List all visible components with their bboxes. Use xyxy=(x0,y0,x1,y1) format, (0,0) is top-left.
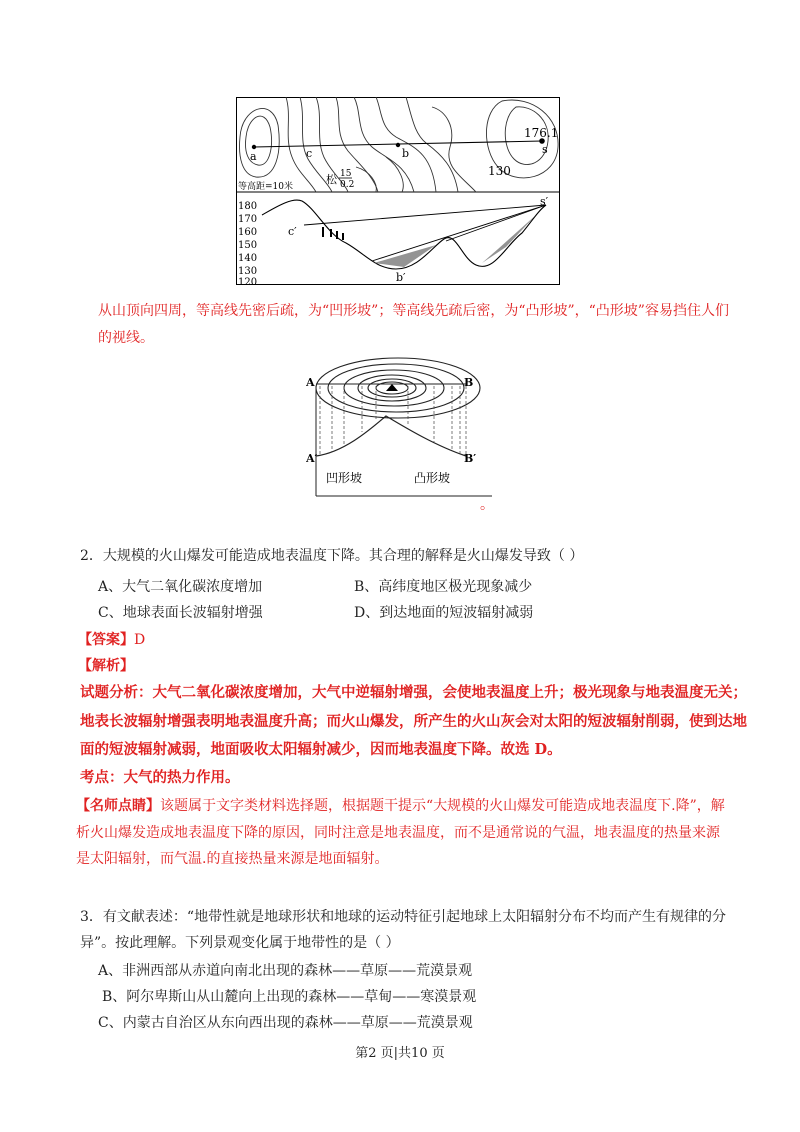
answer-value: D xyxy=(134,632,146,648)
analysis-line-3: 面的短波辐射减弱，地面吸收太阳辐射减少，因而地表温度下降。故选 D。 xyxy=(80,741,562,758)
q2-option-b: B、高纬度地区极光现象减少 xyxy=(354,579,533,595)
q2-option-c: C、地球表面长波辐射增强 xyxy=(98,605,263,621)
label-c: c xyxy=(306,147,313,160)
tip-line-2: 析火山爆发造成地表温度下降的原因，同时注意是地表温度，而不是通常说的气温，地表温度的热量来源 xyxy=(76,825,720,841)
q3-option-a: A、非洲西部从赤道向南北出现的森林——草原——荒漠景观 xyxy=(98,963,473,979)
slope-type-figure xyxy=(306,356,502,506)
y-tick: 150 xyxy=(238,240,258,251)
label-c-prime: c′ xyxy=(288,225,297,238)
label-b: b xyxy=(402,147,410,160)
label-B: B xyxy=(464,376,474,389)
answer-label: 【答案】 xyxy=(78,632,134,648)
label-B-prime: B′ xyxy=(464,452,477,465)
tip-label: 【名师点睛】 xyxy=(76,798,160,814)
y-tick: 170 xyxy=(238,214,258,225)
pine-symbol: 松 xyxy=(326,173,337,186)
y-tick: 130 xyxy=(238,266,258,277)
y-tick: 160 xyxy=(238,227,258,238)
contour-interval: 等高距=10米 xyxy=(238,182,293,192)
label-s-prime: s′ xyxy=(540,195,549,208)
slope-explanation: 从山顶向四周，等高线先密后疏，为“凹形坡”；等高线先疏后密，为“凸形坡”，“凸形坡”容易挡住人们的视线。 xyxy=(98,303,729,346)
tip-line-3: 是太阳辐射，而气温.的直接热量来源是地面辐射。 xyxy=(76,851,389,867)
answer-row xyxy=(78,630,145,650)
contour-profile-figure xyxy=(236,97,560,285)
q2-option-a: A、大气二氧化碳浓度增加 xyxy=(98,579,263,595)
page-footer: 第2 页|共10 页 xyxy=(355,1046,445,1061)
y-tick: 120 xyxy=(238,277,258,285)
pine-numerator: 15 xyxy=(340,169,352,179)
contour-130: 130 xyxy=(488,164,511,178)
peak-elevation: 176.1 xyxy=(524,126,559,140)
y-tick: 180 xyxy=(238,201,258,212)
label-A: A xyxy=(306,376,315,389)
profile-y-axis xyxy=(238,201,257,285)
q3-option-c: C、内蒙古自治区从东向西出现的森林——草原——荒漠景观 xyxy=(98,1015,473,1031)
q3-stem-1: 3．有文献表述：“地带性就是地球形状和地球的运动特征引起地球上太阳辐射分布不均而产生有规律的分 xyxy=(80,909,727,925)
analysis-label: 【解析】 xyxy=(78,658,134,674)
analysis-line-2: 地表长波辐射增强表明地表温度升高；而火山爆发，所产生的火山灰会对太阳的短波辐射削弱，使到达地 xyxy=(80,713,747,730)
figure-period: 。 xyxy=(480,497,494,513)
q2-stem: 2．大规模的火山爆发可能造成地表温度下降。其合理的解释是火山爆发导致（ ） xyxy=(80,548,584,564)
label-b-prime: b′ xyxy=(396,271,406,284)
q3-option-b: B、阿尔卑斯山从山麓向上出现的森林——草甸——寒漠景观 xyxy=(102,989,477,1005)
concave-slope-label: 凹形坡 xyxy=(326,471,363,485)
tip-text-1: 该题属于文字类材料选择题，根据题干提示“大规模的火山爆发可能造成地表温度下.降”，解 xyxy=(160,798,725,814)
label-s: s xyxy=(542,143,548,156)
pine-denominator: 0.2 xyxy=(340,180,355,190)
q2-option-d: D、到达地面的短波辐射减弱 xyxy=(354,605,534,621)
q3-stem-2: 异”。按此理解。下列景观变化属于地带性的是（ ） xyxy=(80,935,400,951)
kaodian: 考点：大气的热力作用。 xyxy=(80,769,240,786)
label-a: a xyxy=(250,150,257,163)
analysis-line-1: 试题分析：大气二氧化碳浓度增加，大气中逆辐射增强，会使地表温度上升；极光现象与地表温度无关； xyxy=(80,684,747,701)
tip-line-1 xyxy=(76,796,725,816)
y-tick: 140 xyxy=(238,253,258,264)
label-A-prime: A′ xyxy=(306,452,318,465)
convex-slope-label: 凸形坡 xyxy=(414,471,451,485)
